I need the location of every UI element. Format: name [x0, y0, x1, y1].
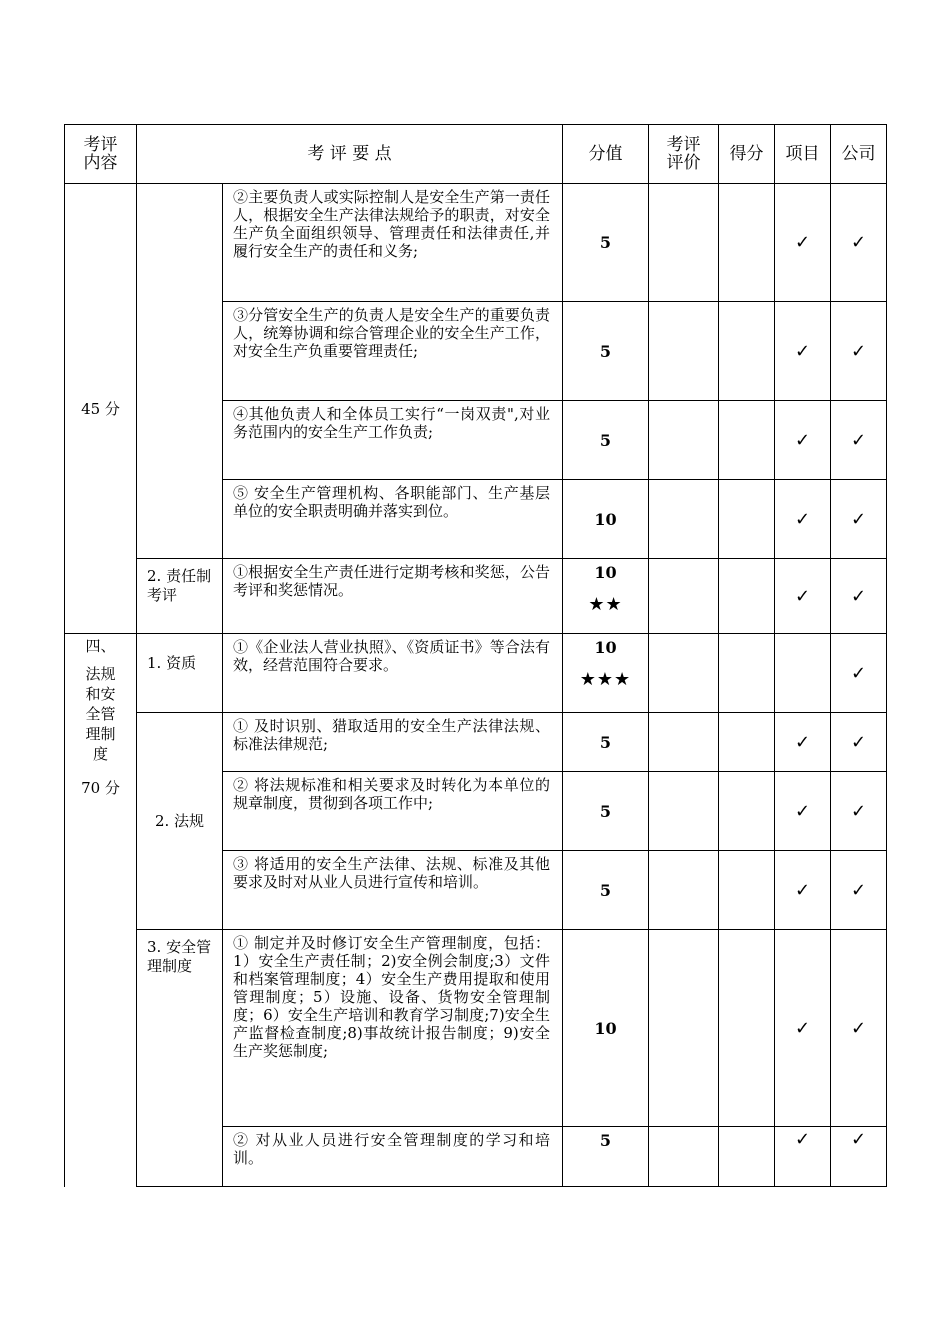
sub-category-label: 2. 法规 — [137, 713, 223, 930]
header-content: 考评 内容 — [65, 125, 137, 184]
header-project: 项目 — [775, 125, 831, 184]
evaluation-cell — [649, 851, 719, 930]
item-score — [563, 634, 649, 713]
item-text: ② 对从业人员进行安全管理制度的学习和培训。 — [223, 1127, 563, 1187]
check-icon: ✓ — [831, 1127, 887, 1187]
check-icon: ✓ — [775, 184, 831, 302]
table-row — [65, 184, 887, 302]
check-icon: ✓ — [775, 930, 831, 1127]
obtained-cell — [719, 559, 775, 634]
check-icon: ✓ — [775, 1127, 831, 1187]
check-icon: ✓ — [775, 851, 831, 930]
table-row — [65, 713, 887, 772]
check-icon: ✓ — [775, 713, 831, 772]
item-text: ② 将法规标准和相关要求及时转化为本单位的规章制度，贯彻到各项工作中; — [223, 772, 563, 851]
obtained-cell — [719, 1127, 775, 1187]
header-evaluation: 考评 评价 — [649, 125, 719, 184]
section-points: 45 分 — [65, 184, 137, 634]
item-text: ③分管安全生产的负责人是安全生产的重要负责人，统筹协调和综合管理企业的安全生产工作，对安全生产负重要管理责任; — [223, 302, 563, 401]
evaluation-cell — [649, 772, 719, 851]
obtained-cell — [719, 401, 775, 480]
header-obtained: 得分 — [719, 125, 775, 184]
item-text: ⑤ 安全生产管理机构、各职能部门、生产基层单位的安全职责明确并落实到位。 — [223, 480, 563, 559]
item-text: ①《企业法人营业执照》、《资质证书》等合法有效，经营范围符合要求。 — [223, 634, 563, 713]
sub-category-label: 3. 安全管理制度 — [137, 930, 223, 1187]
table-row — [65, 634, 887, 713]
evaluation-cell — [649, 634, 719, 713]
check-icon: ✓ — [775, 559, 831, 634]
section-points: 70 分 — [81, 779, 120, 797]
header-row — [65, 125, 887, 184]
evaluation-cell — [649, 713, 719, 772]
section-title: 法规 和安 全管 理制 度 — [85, 665, 116, 763]
evaluation-cell — [649, 480, 719, 559]
item-score — [563, 559, 649, 634]
evaluation-cell — [649, 401, 719, 480]
evaluation-cell — [649, 1127, 719, 1187]
check-icon: ✓ — [831, 930, 887, 1127]
evaluation-table — [64, 124, 887, 1187]
evaluation-cell — [649, 930, 719, 1127]
score-value: 10 — [594, 563, 617, 582]
obtained-cell — [719, 634, 775, 713]
check-icon: ✓ — [775, 480, 831, 559]
check-icon: ✓ — [775, 302, 831, 401]
item-score: 5 — [563, 401, 649, 480]
check-icon: ✓ — [831, 634, 887, 713]
evaluation-cell — [649, 302, 719, 401]
star-rating-icon: ★★★ — [579, 669, 632, 690]
table-row — [65, 559, 887, 634]
item-score: 5 — [563, 184, 649, 302]
section-four-header — [65, 634, 137, 1187]
item-score: 10 — [563, 930, 649, 1127]
check-icon: ✓ — [831, 559, 887, 634]
check-icon: ✓ — [831, 772, 887, 851]
check-icon: ✓ — [831, 184, 887, 302]
item-text: ④其他负责人和全体员工实行“一岗双责",对业务范围内的安全生产工作负责; — [223, 401, 563, 480]
evaluation-cell — [649, 184, 719, 302]
item-score: 5 — [563, 302, 649, 401]
header-company: 公司 — [831, 125, 887, 184]
check-icon: ✓ — [831, 851, 887, 930]
item-score: 5 — [563, 1127, 649, 1187]
check-icon: ✓ — [775, 401, 831, 480]
header-points: 考 评 要 点 — [137, 125, 563, 184]
obtained-cell — [719, 713, 775, 772]
item-text: ②主要负责人或实际控制人是安全生产第一责任人，根据安全生产法律法规给予的职责，对安全生产负全面组织领导、管理责任和法律责任,并履行安全生产的责任和义务; — [223, 184, 563, 302]
obtained-cell — [719, 184, 775, 302]
table-row — [65, 930, 887, 1127]
obtained-cell — [719, 930, 775, 1127]
item-score: 5 — [563, 851, 649, 930]
check-icon: ✓ — [831, 401, 887, 480]
item-text: ①根据安全生产责任进行定期考核和奖惩，公告考评和奖惩情况。 — [223, 559, 563, 634]
check-icon: ✓ — [831, 302, 887, 401]
item-text: ① 制定并及时修订安全生产管理制度，包括：1）安全生产责任制；2)安全例会制度;3）文件和档案管理制度；4）安全生产费用提取和使用管理制度；5）设施、设备、货物安全管理制度；6）安全生产培训和教育学习制度;7)安全生产监督检查制度;8)事故统计报告制度；9)安全生产奖惩制度; — [223, 930, 563, 1127]
sub-category-label: 2. 责任制考评 — [137, 559, 223, 634]
evaluation-cell — [649, 559, 719, 634]
check-icon: ✓ — [775, 772, 831, 851]
obtained-cell — [719, 302, 775, 401]
sub-category-blank — [137, 184, 223, 559]
check-icon: ✓ — [831, 713, 887, 772]
star-rating-icon: ★★ — [588, 594, 623, 615]
obtained-cell — [719, 851, 775, 930]
item-score: 10 — [563, 480, 649, 559]
obtained-cell — [719, 480, 775, 559]
item-score: 5 — [563, 713, 649, 772]
item-text: ① 及时识别、猎取适用的安全生产法律法规、标准法律规范; — [223, 713, 563, 772]
item-text: ③ 将适用的安全生产法律、法规、标准及其他要求及时对从业人员进行宣传和培训。 — [223, 851, 563, 930]
score-value: 10 — [594, 638, 617, 657]
sub-category-label: 1. 资质 — [137, 634, 223, 713]
item-score: 5 — [563, 772, 649, 851]
check-icon: ✓ — [831, 480, 887, 559]
check-icon — [775, 634, 831, 713]
obtained-cell — [719, 772, 775, 851]
section-number: 四、 — [85, 637, 116, 655]
header-score-value: 分值 — [563, 125, 649, 184]
